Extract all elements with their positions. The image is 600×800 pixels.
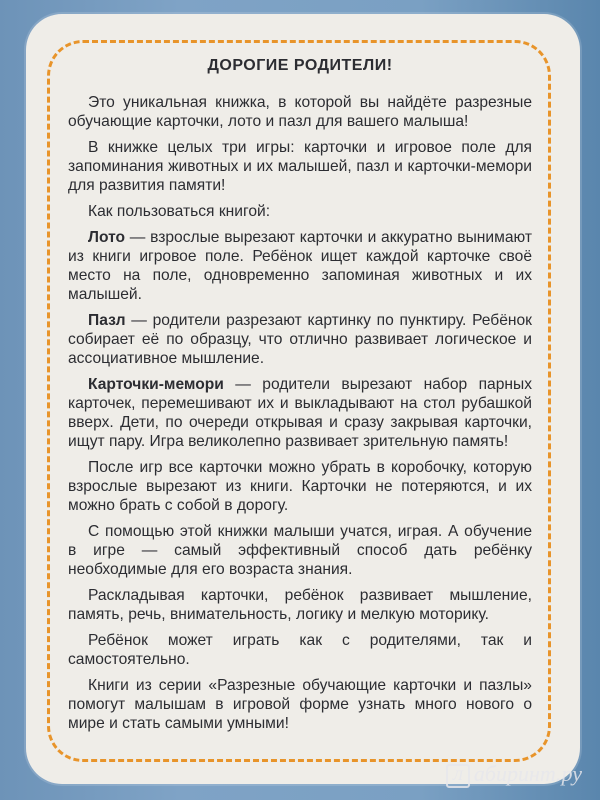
paragraph-loto xyxy=(68,228,532,304)
paragraph xyxy=(68,522,532,579)
paragraph-puzzle xyxy=(68,311,532,368)
term-puzzle: Пазл xyxy=(88,312,126,329)
watermark-logo-icon: Л xyxy=(446,764,470,788)
paragraph-text: Как пользоваться книгой: xyxy=(88,203,271,220)
term-loto: Лото xyxy=(88,229,126,246)
watermark-text: абиринт.ру xyxy=(473,761,582,787)
paragraph-text: Книги из серии «Разрезные обучающие карточки и пазлы» помогут малышам в игровой форме узнать много нового о мире и стать самыми умными! xyxy=(68,677,532,732)
paragraph-memory xyxy=(68,375,532,451)
page-title: ДОРОГИЕ РОДИТЕЛИ! xyxy=(207,57,393,74)
paragraph xyxy=(68,93,532,131)
watermark xyxy=(446,761,582,788)
letter-content xyxy=(68,56,532,740)
paragraph-text: С помощью этой книжки малыши учатся, играя. А обучение в игре — самый эффективный способ дать ребёнку необходимые для его возраста знания. xyxy=(68,523,532,578)
paragraph xyxy=(68,202,532,221)
paragraph-text: Раскладывая карточки, ребёнок развивает мышление, память, речь, внимательность, логику и мелкую моторику. xyxy=(68,587,532,623)
paragraph xyxy=(68,631,532,669)
paragraph-text: Ребёнок может играть как с родителями, так и самостоятельно. xyxy=(68,632,532,668)
term-memory-cards: Карточки-мемори xyxy=(88,376,224,393)
paragraph xyxy=(68,676,532,733)
paragraph-text: — родители разрезают картинку по пунктиру. Ребёнок собирает её по образцу, что отлично развивает логическое и ассоциативное мышление. xyxy=(68,312,532,367)
paragraph xyxy=(68,586,532,624)
paragraph-text: — родители вырезают набор парных карточек, перемешивают их и выкладывают на стол рубашкой вверх. Дети, по очереди открывая и сразу закрывая карточки, ищут пару. Игра великолепно развивает зрительную память! xyxy=(68,376,532,450)
paragraph-text: Это уникальная книжка, в которой вы найдёте разрезные обучающие карточки, лото и пазл для вашего малыша! xyxy=(68,94,532,130)
paragraph-text: После игр все карточки можно убрать в коробочку, которую взрослые вырезают из книги. Карточки не потеряются, и их можно брать с собой в дорогу. xyxy=(68,459,532,514)
paragraph xyxy=(68,138,532,195)
paragraph-text: — взрослые вырезают карточки и аккуратно вынимают из книги игровое поле. Ребёнок ищет каждой карточке своё место на поле, одновременно запоминая животных и их малышей. xyxy=(68,229,532,303)
paragraph xyxy=(68,458,532,515)
paragraph-text: В книжке целых три игры: карточки и игровое поле для запоминания животных и их малышей, пазл и карточки-мемори для развития памяти! xyxy=(68,139,532,194)
